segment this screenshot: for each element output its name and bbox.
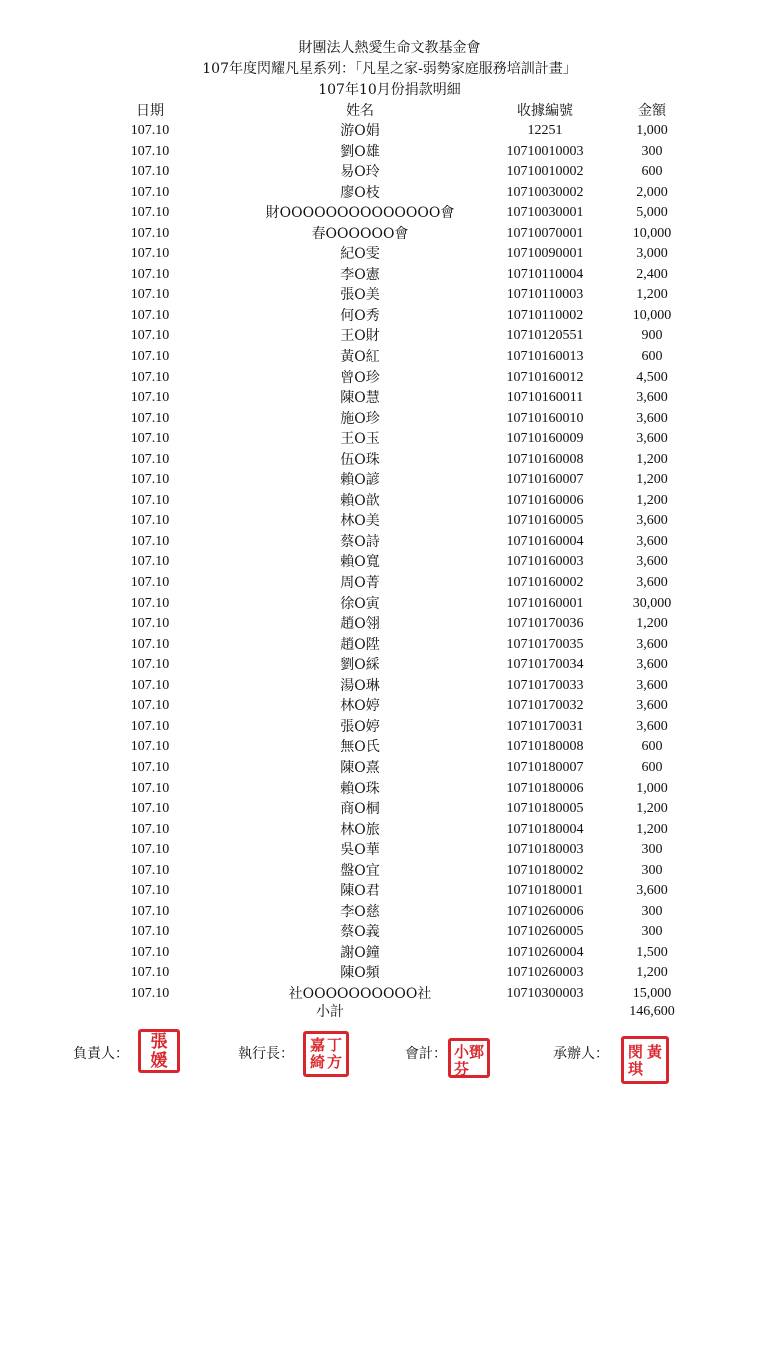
row-date: 107.10 [130, 862, 170, 878]
stamp-char: 綺 [310, 1053, 326, 1071]
stamp-char: 鄧 [468, 1043, 484, 1061]
table-row [0, 388, 779, 409]
row-amount: 3,000 [636, 246, 668, 262]
row-amount: 10,000 [632, 225, 672, 241]
ceo-stamp [303, 1031, 349, 1077]
stamp-char: 琪 [628, 1060, 644, 1078]
row-name: 吳O華 [340, 842, 380, 859]
table-row [0, 676, 779, 697]
table-row [0, 142, 779, 163]
table-row [0, 552, 779, 573]
row-name: 賴O歆 [340, 492, 380, 509]
row-date: 107.10 [130, 266, 170, 282]
row-name: 林O美 [340, 513, 380, 530]
row-date: 107.10 [130, 842, 170, 858]
accountant-stamp [448, 1038, 490, 1078]
row-receipt: 10710120551 [506, 328, 584, 344]
stamp-char: 丁 [326, 1036, 342, 1054]
row-name: 商O桐 [340, 801, 380, 818]
row-receipt: 10710160011 [506, 390, 584, 406]
row-date: 107.10 [130, 328, 170, 344]
table-row [0, 655, 779, 676]
row-name: 賴O珠 [340, 780, 380, 797]
row-amount: 600 [641, 739, 663, 755]
row-receipt: 10710160013 [506, 349, 584, 365]
accountant-label: 會計： [405, 1046, 447, 1062]
row-receipt: 10710170031 [506, 718, 584, 734]
table-row [0, 470, 779, 491]
row-receipt: 10710010002 [506, 164, 584, 180]
row-date: 107.10 [130, 759, 170, 775]
row-receipt: 10710180007 [506, 759, 584, 775]
row-receipt: 10710090001 [506, 246, 584, 262]
row-amount: 3,600 [636, 533, 668, 549]
table-row [0, 285, 779, 306]
row-date: 107.10 [130, 944, 170, 960]
row-date: 107.10 [130, 575, 170, 591]
row-amount: 3,600 [636, 410, 668, 426]
table-row [0, 265, 779, 286]
row-amount: 10,000 [632, 307, 672, 323]
row-receipt: 10710170032 [506, 698, 584, 714]
table-row [0, 326, 779, 347]
row-receipt: 10710160004 [506, 533, 584, 549]
row-receipt: 10710010003 [506, 143, 584, 159]
table-row [0, 635, 779, 656]
table-row [0, 244, 779, 265]
row-date: 107.10 [130, 985, 170, 1001]
row-date: 107.10 [130, 554, 170, 570]
row-receipt: 10710180004 [506, 821, 584, 837]
subtotal-label: 小計 [316, 1004, 344, 1020]
table-row [0, 840, 779, 861]
donation-table [0, 121, 779, 1005]
stamp-char: 芬 [454, 1060, 470, 1078]
row-date: 107.10 [130, 431, 170, 447]
row-name: 張O婷 [340, 718, 380, 735]
row-date: 107.10 [130, 657, 170, 673]
table-row [0, 224, 779, 245]
row-amount: 3,600 [636, 575, 668, 591]
table-row [0, 963, 779, 984]
row-receipt: 10710170033 [506, 677, 584, 693]
row-date: 107.10 [130, 616, 170, 632]
column-header-receipt: 收據編號 [517, 103, 573, 119]
row-receipt: 10710110004 [506, 266, 584, 282]
row-date: 107.10 [130, 513, 170, 529]
table-row [0, 532, 779, 553]
table-row [0, 429, 779, 450]
row-receipt: 12251 [527, 123, 563, 138]
handler-stamp [621, 1036, 669, 1084]
row-receipt: 10710180003 [506, 842, 584, 858]
row-name: 社OOOOOOOOOO社 [288, 985, 432, 1002]
row-receipt: 10710160009 [506, 431, 584, 447]
table-row [0, 347, 779, 368]
row-name: 盤O宜 [340, 862, 380, 879]
row-date: 107.10 [130, 184, 170, 200]
row-name: 施O珍 [340, 410, 380, 427]
row-amount: 3,600 [636, 677, 668, 693]
table-row [0, 491, 779, 512]
row-name: 伍O珠 [340, 451, 380, 468]
row-amount: 600 [641, 759, 663, 775]
stamp-char: 張 [150, 1032, 168, 1052]
row-amount: 3,600 [636, 431, 668, 447]
table-row [0, 306, 779, 327]
table-row [0, 368, 779, 389]
row-name: 易O玲 [340, 164, 380, 181]
row-name: 紀O雯 [340, 246, 380, 263]
stamp-char: 方 [326, 1053, 342, 1071]
row-date: 107.10 [130, 780, 170, 796]
table-row [0, 511, 779, 532]
row-name: 趙O翎 [340, 616, 380, 633]
ceo-label: 執行長： [238, 1046, 294, 1062]
row-amount: 1,200 [636, 492, 668, 508]
row-receipt: 10710160008 [506, 451, 584, 467]
row-receipt: 10710180005 [506, 801, 584, 817]
row-receipt: 10710160006 [506, 492, 584, 508]
table-row [0, 737, 779, 758]
stamp-char: 媛 [150, 1051, 168, 1071]
row-receipt: 10710160001 [506, 595, 584, 611]
stamp-char: 黃 [646, 1043, 662, 1061]
row-amount: 3,600 [636, 698, 668, 714]
row-amount: 1,200 [636, 616, 668, 632]
row-receipt: 10710170036 [506, 616, 584, 632]
row-receipt: 10710110003 [506, 287, 584, 303]
row-name: 何O秀 [340, 307, 380, 324]
project-title: 107年度閃耀凡星系列：「凡星之家-弱勢家庭服務培訓計畫」 [202, 61, 577, 77]
row-name: 李O慈 [340, 903, 380, 920]
row-date: 107.10 [130, 349, 170, 365]
chair-label: 負責人： [73, 1046, 129, 1062]
row-receipt: 10710110002 [506, 307, 584, 323]
row-receipt: 10710160002 [506, 575, 584, 591]
row-date: 107.10 [130, 472, 170, 488]
row-date: 107.10 [130, 246, 170, 262]
row-receipt: 10710030001 [506, 205, 584, 221]
row-name: 湯O琳 [340, 677, 380, 694]
row-receipt: 10710180001 [506, 883, 584, 899]
row-name: 廖O枝 [340, 184, 380, 201]
row-receipt: 10710170035 [506, 636, 584, 652]
row-name: 賴O諺 [340, 472, 380, 489]
row-date: 107.10 [130, 492, 170, 508]
row-date: 107.10 [130, 883, 170, 899]
table-row [0, 820, 779, 841]
row-amount: 1,200 [636, 965, 668, 981]
row-name: 王O財 [340, 328, 380, 345]
table-row [0, 409, 779, 430]
row-amount: 3,600 [636, 718, 668, 734]
row-name: 春OOOOOO會 [311, 225, 409, 242]
row-name: 陳O熹 [340, 759, 380, 776]
row-date: 107.10 [130, 698, 170, 714]
row-amount: 1,200 [636, 801, 668, 817]
row-amount: 5,000 [636, 205, 668, 221]
table-row [0, 861, 779, 882]
row-date: 107.10 [130, 451, 170, 467]
row-name: 游O娟 [340, 123, 380, 139]
row-amount: 300 [641, 143, 663, 159]
table-row [0, 162, 779, 183]
row-date: 107.10 [130, 636, 170, 652]
table-row [0, 902, 779, 923]
stamp-char: 嘉 [310, 1036, 326, 1054]
table-row [0, 943, 779, 964]
table-row [0, 696, 779, 717]
row-receipt: 10710260003 [506, 965, 584, 981]
row-receipt: 10710180002 [506, 862, 584, 878]
row-name: 劉O綵 [340, 657, 380, 674]
table-row [0, 758, 779, 779]
row-receipt: 10710180006 [506, 780, 584, 796]
row-date: 107.10 [130, 123, 170, 138]
row-name: 趙O陞 [340, 636, 380, 653]
row-amount: 1,200 [636, 287, 668, 303]
row-amount: 600 [641, 164, 663, 180]
table-row [0, 183, 779, 204]
row-date: 107.10 [130, 903, 170, 919]
row-amount: 3,600 [636, 883, 668, 899]
row-receipt: 10710160010 [506, 410, 584, 426]
row-amount: 3,600 [636, 513, 668, 529]
handler-label: 承辦人： [553, 1046, 609, 1062]
column-header-date: 日期 [136, 103, 164, 119]
chair-stamp [138, 1029, 180, 1073]
row-name: 無O氏 [340, 739, 380, 756]
row-name: 曾O珍 [340, 369, 380, 386]
row-receipt: 10710160007 [506, 472, 584, 488]
row-amount: 3,600 [636, 636, 668, 652]
month-title: 107年10月份捐款明細 [318, 82, 461, 98]
stamp-char: 閔 [628, 1043, 644, 1061]
row-date: 107.10 [130, 821, 170, 837]
org-title: 財團法人熱愛生命文教基金會 [298, 40, 481, 56]
row-date: 107.10 [130, 164, 170, 180]
table-row [0, 450, 779, 471]
row-amount: 1,200 [636, 821, 668, 837]
row-receipt: 10710260005 [506, 924, 584, 940]
row-name: 周O菁 [340, 575, 380, 592]
column-header-amount: 金額 [638, 103, 666, 119]
column-header-name: 姓名 [346, 103, 374, 119]
row-receipt: 10710070001 [506, 225, 584, 241]
table-row [0, 717, 779, 738]
row-date: 107.10 [130, 924, 170, 940]
row-name: 謝O鐘 [340, 944, 380, 961]
row-name: 林O旅 [340, 821, 380, 838]
row-amount: 600 [641, 349, 663, 365]
row-name: 王O玉 [340, 431, 380, 448]
table-row [0, 614, 779, 635]
row-date: 107.10 [130, 965, 170, 981]
row-receipt: 10710180008 [506, 739, 584, 755]
row-name: 徐O寅 [340, 595, 380, 612]
row-amount: 1,000 [636, 123, 668, 138]
row-name: 蔡O詩 [340, 533, 380, 550]
row-name: 黃O紅 [340, 349, 380, 366]
row-receipt: 10710030002 [506, 184, 584, 200]
row-name: 陳O頻 [340, 965, 380, 982]
row-amount: 3,600 [636, 390, 668, 406]
table-row [0, 779, 779, 800]
row-date: 107.10 [130, 287, 170, 303]
row-name: 李O憲 [340, 266, 380, 283]
table-row [0, 573, 779, 594]
row-name: 蔡O義 [340, 924, 380, 941]
row-date: 107.10 [130, 205, 170, 221]
row-name: 張O美 [340, 287, 380, 304]
table-row [0, 881, 779, 902]
table-row [0, 203, 779, 224]
row-amount: 2,400 [636, 266, 668, 282]
row-amount: 15,000 [632, 985, 672, 1001]
row-amount: 300 [641, 924, 663, 940]
row-date: 107.10 [130, 143, 170, 159]
row-amount: 3,600 [636, 554, 668, 570]
table-row [0, 121, 779, 142]
stamp-char: 小 [454, 1043, 470, 1061]
row-amount: 1,200 [636, 451, 668, 467]
row-name: 劉O雄 [340, 143, 380, 160]
row-date: 107.10 [130, 533, 170, 549]
row-date: 107.10 [130, 718, 170, 734]
row-name: 陳O君 [340, 883, 380, 900]
row-date: 107.10 [130, 410, 170, 426]
row-amount: 300 [641, 842, 663, 858]
row-name: 財OOOOOOOOOOOOOO會 [265, 205, 455, 222]
row-date: 107.10 [130, 369, 170, 385]
row-date: 107.10 [130, 307, 170, 323]
row-amount: 1,000 [636, 780, 668, 796]
table-row [0, 922, 779, 943]
row-amount: 2,000 [636, 184, 668, 200]
row-amount: 1,200 [636, 472, 668, 488]
row-receipt: 10710160003 [506, 554, 584, 570]
row-date: 107.10 [130, 595, 170, 611]
row-date: 107.10 [130, 739, 170, 755]
table-row [0, 594, 779, 615]
row-receipt: 10710300003 [506, 985, 584, 1001]
row-name: 林O婷 [340, 698, 380, 715]
row-date: 107.10 [130, 225, 170, 241]
row-date: 107.10 [130, 677, 170, 693]
row-receipt: 10710260004 [506, 944, 584, 960]
row-receipt: 10710160005 [506, 513, 584, 529]
table-row [0, 799, 779, 820]
row-date: 107.10 [130, 390, 170, 406]
row-amount: 1,500 [636, 944, 668, 960]
row-receipt: 10710260006 [506, 903, 584, 919]
row-name: 賴O寬 [340, 554, 380, 571]
row-receipt: 10710160012 [506, 369, 584, 385]
row-amount: 300 [641, 862, 663, 878]
row-amount: 900 [641, 328, 663, 344]
row-amount: 3,600 [636, 657, 668, 673]
row-receipt: 10710170034 [506, 657, 584, 673]
row-date: 107.10 [130, 801, 170, 817]
subtotal-value: 146,600 [629, 1004, 675, 1019]
row-amount: 30,000 [632, 595, 672, 611]
row-name: 陳O慧 [340, 390, 380, 407]
row-amount: 300 [641, 903, 663, 919]
row-amount: 4,500 [636, 369, 668, 385]
